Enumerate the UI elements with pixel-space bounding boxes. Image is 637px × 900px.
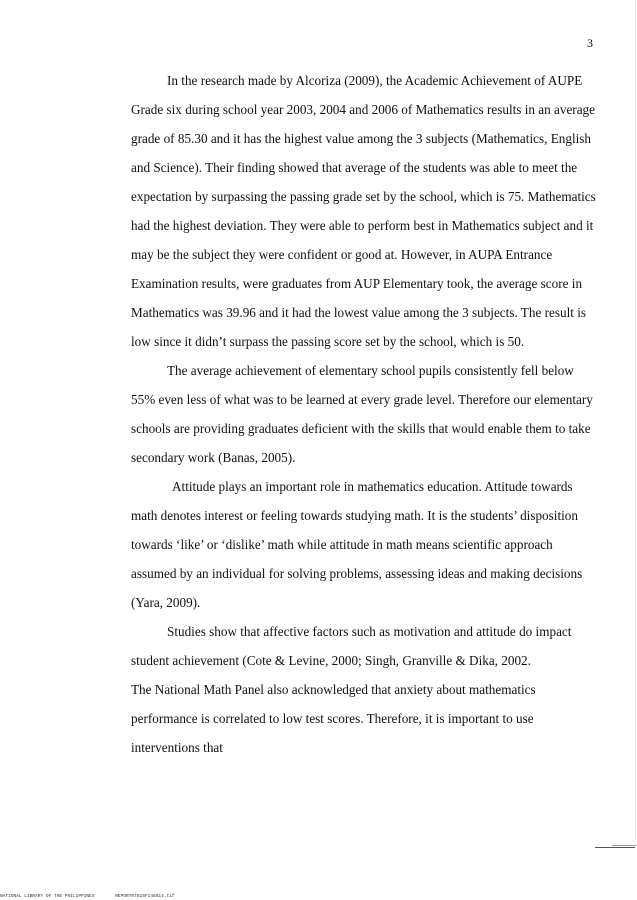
document-body: [131, 66, 601, 762]
page-number: 3: [587, 36, 593, 50]
paragraph-average-achievement: The average achievement of elementary school pupils consistently fell below 55% even less of what was to be learned at every grade level. Therefore our elementary schools are providing graduates deficient with the skills that would enable them to take secondary work (Banas, 2005).: [131, 363, 593, 465]
scan-footer: [0, 894, 175, 899]
footer-file-id: REPORT07815FI48014.tif: [115, 894, 175, 899]
footer-library-name: NATIONAL LIBRARY OF THE PHILIPPINES: [0, 894, 95, 899]
paragraph-alcoriza-research: In the research made by Alcoriza (2009), the Academic Achievement of AUPE Grade six during school year 2003, 2004 and 2006 of Mathematics results in an average grade of 85.30 and it has the highest value among the 3 subjects (Mathematics, English and Science). Their finding showed that average of the students was able to meet the expectation by surpassing the passing grade set by the school, which is 75. Mathematics had the highest deviation. They were able to perform best in Mathematics subject and it may be the subject they were confident or good at. However, in AUPA Entrance Examination results, were graduates from AUP Elementary took, the average score in Mathematics was 39.96 and it had the lowest value among the 3 subjects. The result is low since it didn’t surpass the passing score set by the school, which is 50.: [131, 73, 596, 349]
scan-edge-line: [635, 0, 636, 840]
paragraph-attitude: Attitude plays an important role in mathematics education. Attitude towards math denotes interest or feeling towards studying math. It is the students’ disposition towards ‘like’ or ‘dislike’ math while attitude in math means scientific approach assumed by an individual for solving problems, assessing ideas and making decisions (Yara, 2009).: [131, 479, 583, 610]
scan-corner-mark-secondary: [612, 845, 636, 846]
scan-corner-mark: [595, 847, 635, 848]
paragraph-affective-factors: Studies show that affective factors such as motivation and attitude do impact student achievement (Cote & Levine, 2000; Singh, Granville & Dika, 2002.: [131, 624, 572, 668]
paragraph-math-panel: The National Math Panel also acknowledged that anxiety about mathematics performance is correlated to low test scores. Therefore, it is important to use interventions that: [131, 682, 536, 755]
